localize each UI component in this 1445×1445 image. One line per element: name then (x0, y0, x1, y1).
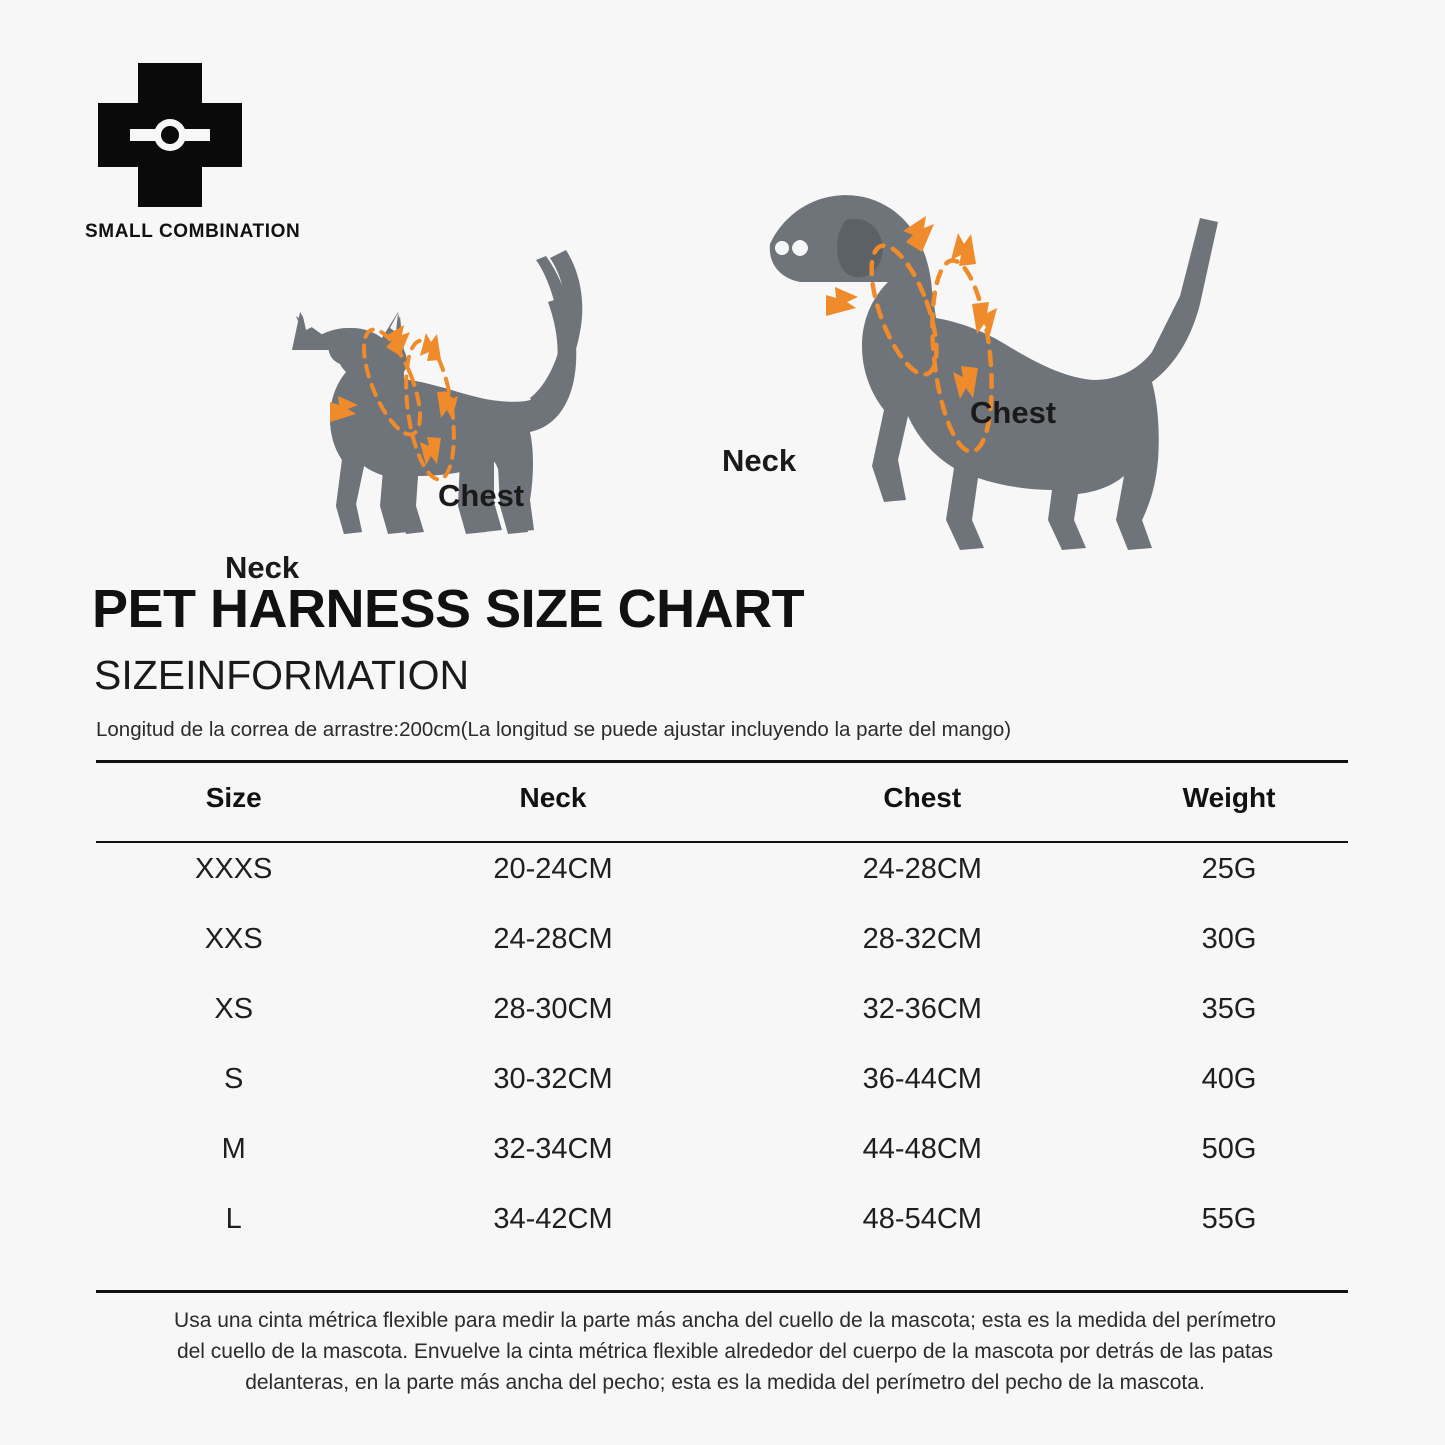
page-title: PET HARNESS SIZE CHART (92, 579, 805, 639)
table-body (96, 834, 1348, 1254)
cell-chest: 44-48CM (862, 1133, 982, 1165)
table-head (96, 760, 1348, 834)
cell-weight: 55G (1201, 1203, 1257, 1235)
dog-muzzle-icon (775, 241, 789, 255)
cell-weight: 50G (1201, 1133, 1257, 1165)
cell-chest: 48-54CM (862, 1203, 982, 1235)
cell-size: XS (214, 993, 254, 1025)
cell-size: XXS (204, 923, 263, 955)
cell-chest: 28-32CM (862, 923, 982, 955)
size-table (96, 760, 1348, 1254)
cell-neck: 30-32CM (493, 1063, 613, 1095)
table-row (96, 904, 1348, 974)
table-row (96, 1044, 1348, 1114)
section-subtitle: SIZEINFORMATION (94, 652, 470, 698)
cell-weight: 40G (1201, 1063, 1257, 1095)
cell-neck: 24-28CM (493, 923, 613, 955)
column-header-neck: Neck (519, 782, 587, 813)
cell-neck: 20-24CM (493, 853, 613, 885)
cell-size: S (224, 1063, 244, 1095)
cell-chest: 36-44CM (862, 1063, 982, 1095)
cell-size: L (225, 1203, 242, 1235)
cell-neck: 28-30CM (493, 993, 613, 1025)
table-header-row (96, 760, 1348, 834)
cell-weight: 25G (1201, 853, 1257, 885)
cell-chest: 32-36CM (862, 993, 982, 1025)
cell-chest: 24-28CM (862, 853, 982, 885)
cell-weight: 35G (1201, 993, 1257, 1025)
cell-size: XXXS (195, 853, 273, 885)
column-header-chest: Chest (883, 782, 962, 813)
brand-caption: SMALL COMBINATION (85, 221, 301, 242)
leash-length-note: Longitud de la correa de arrastre:200cm(La longitud se puede ajustar incluyendo la parte del mango) (96, 718, 1012, 741)
cell-weight: 30G (1201, 923, 1257, 955)
table-row (96, 1184, 1348, 1254)
dog-chest-label: Chest (970, 395, 1057, 430)
cell-size: M (221, 1133, 246, 1165)
cell-neck: 32-34CM (493, 1133, 613, 1165)
column-header-weight: Weight (1182, 782, 1276, 813)
size-table-wrap (96, 760, 1348, 1254)
dog-silhouette-icon (770, 195, 1218, 550)
table-bottom-divider (96, 1290, 1348, 1293)
table-row (96, 1114, 1348, 1184)
dog-neck-label: Neck (722, 443, 797, 478)
table-row (96, 974, 1348, 1044)
animal-illustrations (0, 160, 1445, 585)
cell-neck: 34-42CM (493, 1203, 613, 1235)
table-row (96, 834, 1348, 904)
column-header-size: Size (205, 782, 262, 813)
cat-neck-label: Neck (225, 550, 300, 585)
measurement-instructions: Usa una cinta métrica flexible para medir la parte más ancha del cuello de la mascota; esta es la medida del perímetro del cuello de la mascota. Envuelve la cinta métrica flexible alrededor del cuerpo de la mascota por detrás de las patas delanteras, en la parte más ancha del pecho; esta es la medida del perímetro del pecho de la mascota. (174, 1309, 1276, 1395)
cat-chest-label: Chest (438, 478, 525, 513)
